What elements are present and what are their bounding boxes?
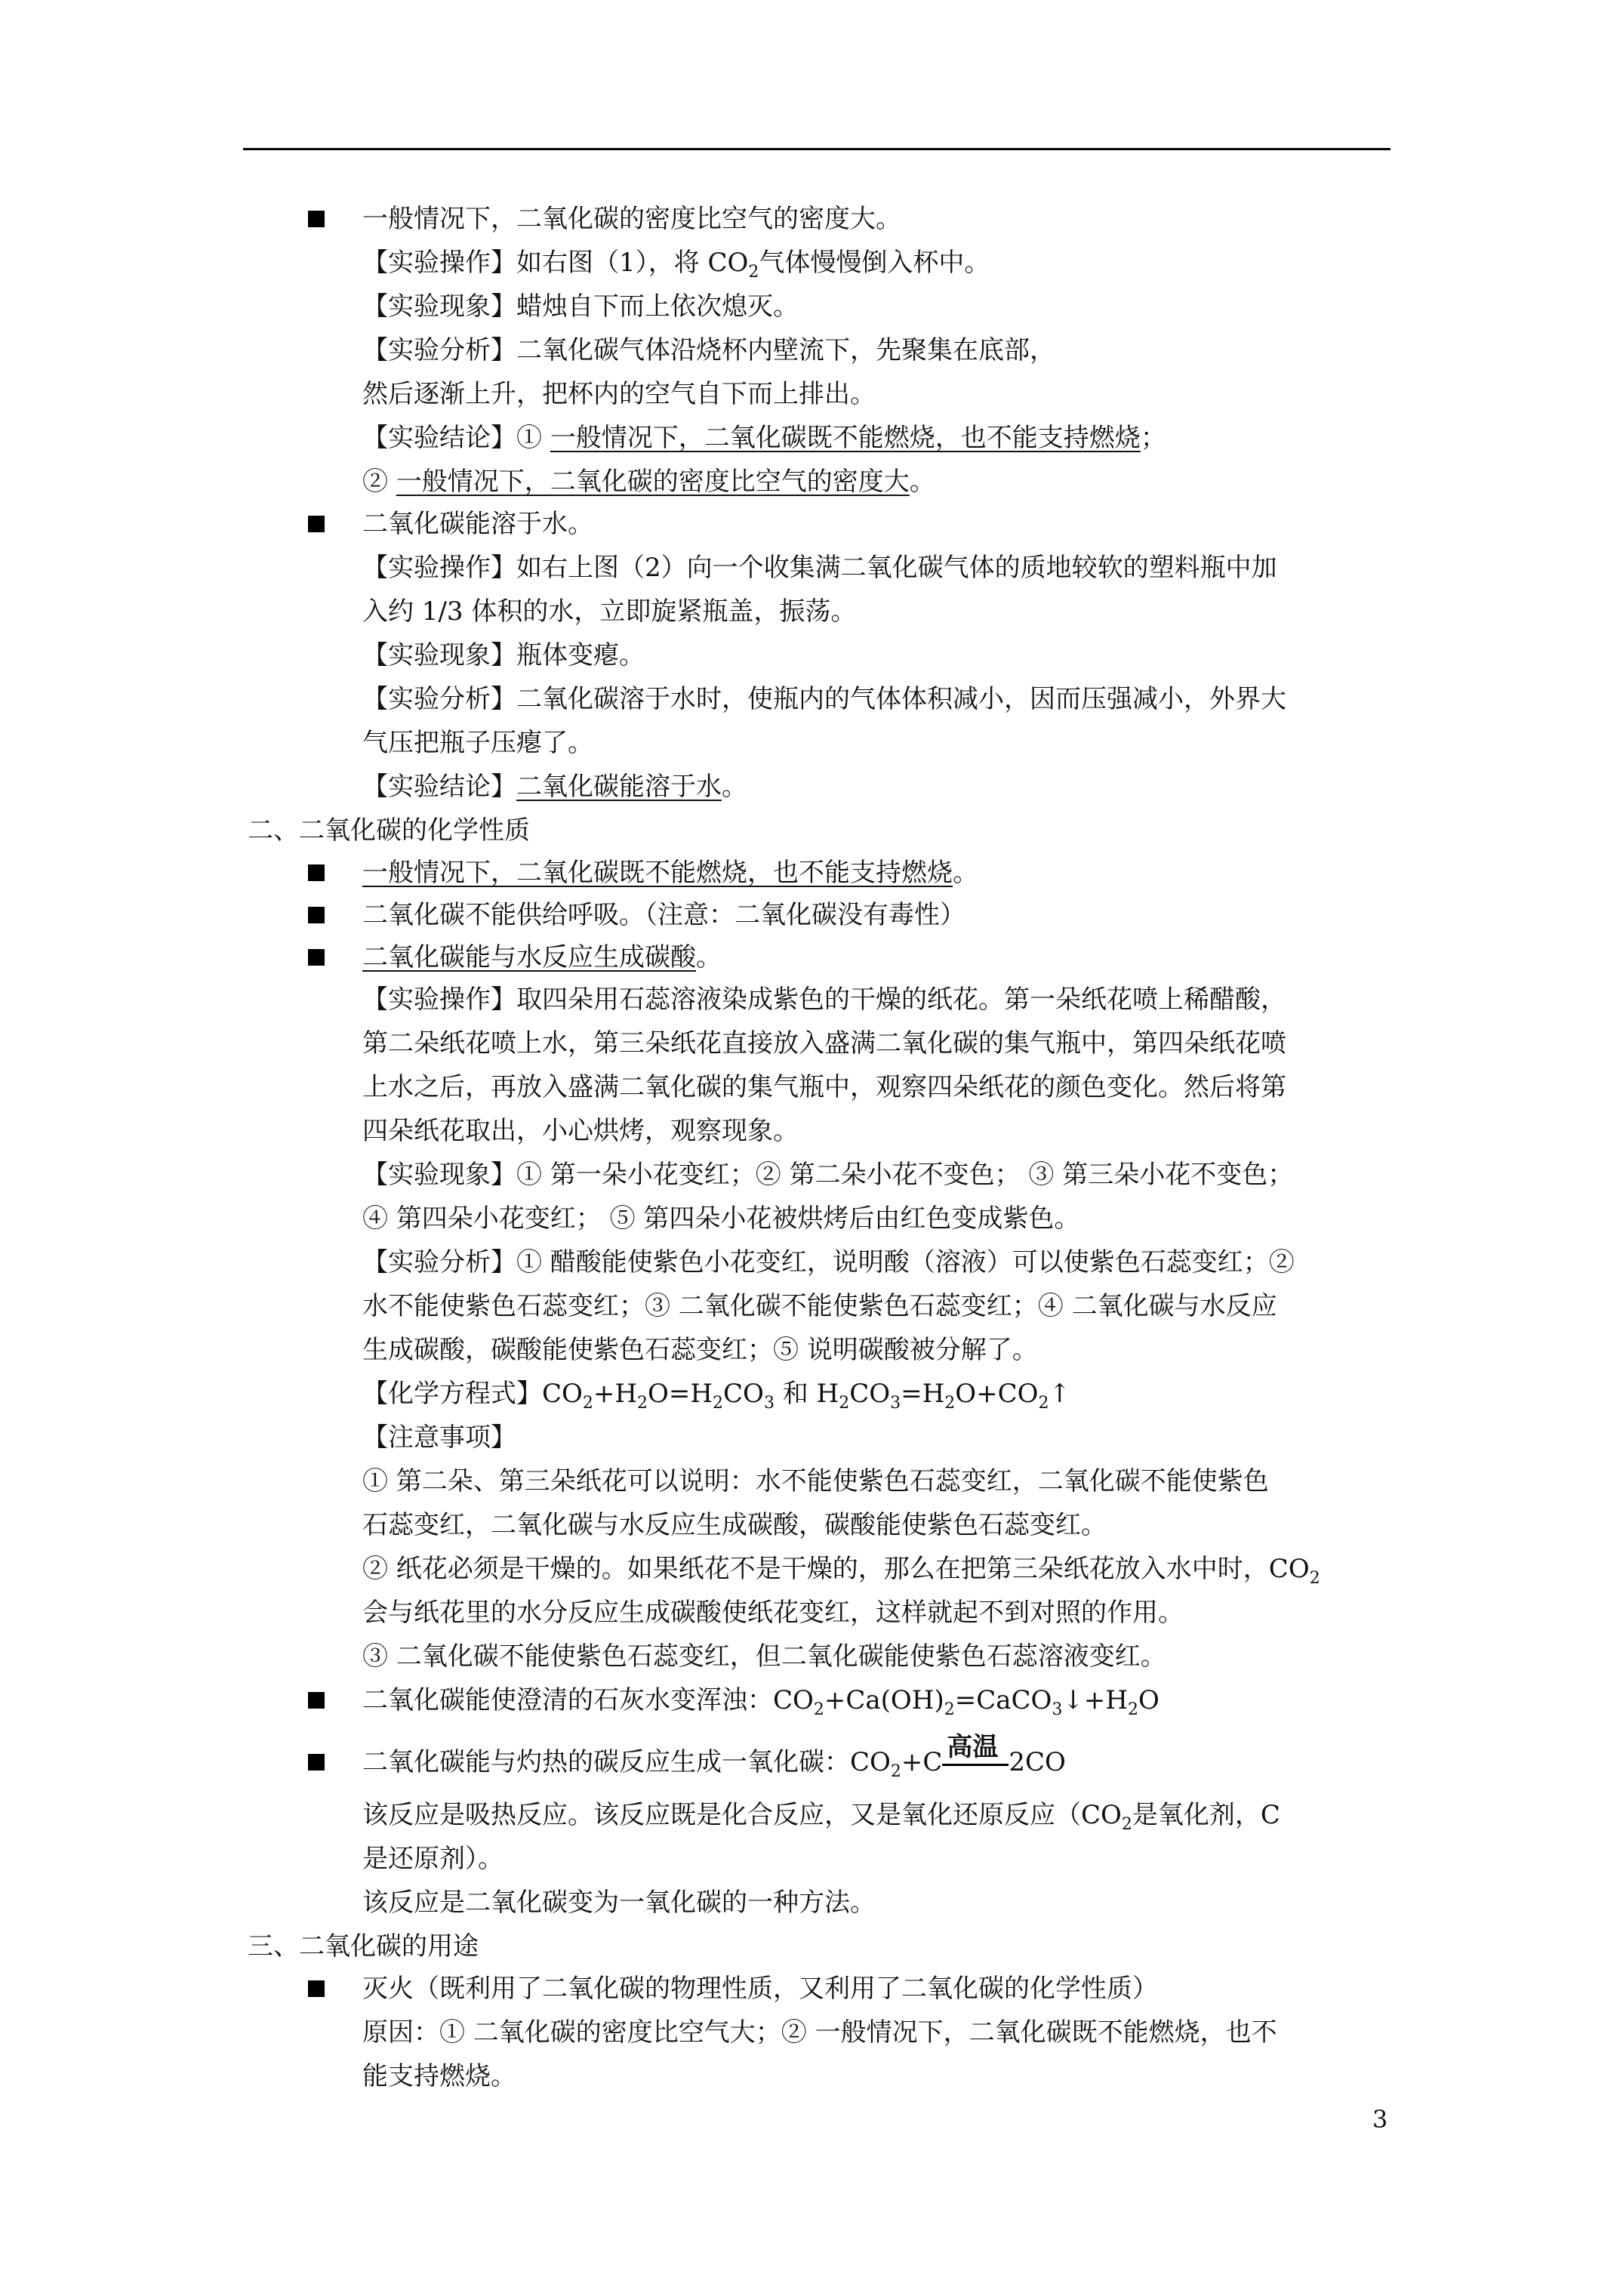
analysis-line-3a: 【实验分析】① 醋酸能使紫色小花变红，说明酸（溶液）可以使紫色石蕊变红；② — [362, 1247, 1295, 1277]
analysis-line-1a: 【实验分析】二氧化碳气体沿烧杯内壁流下，先聚集在底部， — [362, 335, 1055, 365]
equation-line: 【化学方程式】$CO_2+H_2O=H_2CO_3$ 和 $H_2CO_3=H_2O+CO_2↑$ — [362, 1379, 1071, 1413]
phenomenon-line-1: 【实验现象】蜡烛自下而上依次熄灭。 — [362, 291, 799, 322]
operation-line-2a: 【实验操作】如右上图（2）向一个收集满二氧化碳气体的质地较软的塑料瓶中加 — [362, 553, 1277, 583]
page-number: 3 — [1372, 2105, 1388, 2134]
conclusion-line-1: 【实验结论】① 一般情况下，二氧化碳既不能燃烧，也不能支持燃烧； — [362, 423, 1166, 453]
note-2a: ② 纸花必须是干燥的。如果纸花不是干燥的，那么在把第三朵纸花放入水中时，$CO_2$ — [362, 1554, 1320, 1588]
analysis-line-2b: 气压把瓶子压瘪了。 — [362, 728, 593, 758]
analysis-line-1b: 然后逐渐上升，把杯内的空气自下而上排出。 — [362, 379, 876, 409]
note-1b: 石蕊变红，二氧化碳与水反应生成碳酸，碳酸能使紫色石蕊变红。 — [362, 1510, 1107, 1540]
operation-line-3a: 【实验操作】取四朵用石蕊溶液染成紫色的干燥的纸花。第一朵纸花喷上稀醋酸， — [362, 985, 1286, 1015]
conclusion-line-3: 【实验结论】二氧化碳能溶于水。 — [362, 772, 747, 802]
analysis-line-3c: 生成碳酸，碳酸能使紫色石蕊变红；⑤ 说明碳酸被分解了。 — [362, 1335, 1038, 1365]
bullet-hot-carbon: 二氧化碳能与灼热的碳反应生成一氧化碳：$CO_2+C$ 高温 2CO — [362, 1732, 1066, 1781]
reaction-condition: 高温 — [942, 1744, 1009, 1780]
bullet-fire-extinguish: 灭火（既利用了二氧化碳的物理性质，又利用了二氧化碳的化学性质） — [362, 1974, 1158, 2004]
section-heading-uses: 三、二氧化碳的用途 — [248, 1931, 479, 1962]
reaction-note-2: 是还原剂）。 — [362, 1844, 504, 1874]
note-1a: ① 第二朵、第三朵纸花可以说明：水不能使紫色石蕊变红，二氧化碳不能使紫色 — [362, 1466, 1269, 1496]
operation-line-3b: 第二朵纸花喷上水，第三朵纸花直接放入盛满二氧化碳的集气瓶中，第四朵纸花喷 — [362, 1028, 1286, 1059]
analysis-line-2a: 【实验分析】二氧化碳溶于水时，使瓶内的气体体积减小，因而压强减小，外界大 — [362, 684, 1286, 714]
operation-line-3d: 四朵纸花取出，小心烘烤，观察现象。 — [362, 1116, 799, 1146]
operation-line-2b: 入约 1/3 体积的水，立即旋紧瓶盖，振荡。 — [362, 596, 857, 627]
bullet-limewater: 二氧化碳能使澄清的石灰水变浑浊：$CO_2+Ca(OH)_2=CaCO_3↓+H_2O$ — [362, 1685, 1160, 1719]
section-heading-chemical: 二、二氧化碳的化学性质 — [248, 815, 530, 846]
header-rule — [243, 148, 1390, 150]
bullet-combustion: 一般情况下，二氧化碳既不能燃烧，也不能支持燃烧。 — [362, 858, 978, 888]
bullet-carbonic-acid: 二氧化碳能与水反应生成碳酸。 — [362, 942, 722, 972]
phenomenon-line-2: 【实验现象】瓶体变瘪。 — [362, 640, 645, 670]
note-2b: 会与纸花里的水分反应生成碳酸使纸花变红，这样就起不到对照的作用。 — [362, 1598, 1184, 1628]
operation-line-3c: 上水之后，再放入盛满二氧化碳的集气瓶中，观察四朵纸花的颜色变化。然后将第 — [362, 1072, 1286, 1102]
operation-line-1: 【实验操作】如右图（1），将 $CO_2$气体慢慢倒入杯中。 — [362, 248, 990, 282]
bullet-square — [308, 516, 325, 532]
bullet-square — [308, 864, 325, 881]
bullet-square — [308, 1754, 325, 1771]
notes-heading: 【注意事项】 — [362, 1422, 516, 1453]
bullet-solubility: 二氧化碳能溶于水。 — [362, 509, 593, 539]
bullet-density: 一般情况下，二氧化碳的密度比空气的密度大。 — [362, 204, 901, 234]
reaction-note-1: 该反应是吸热反应。该反应既是化合反应，又是氧化还原反应（$CO_2$是氧化剂，C — [362, 1800, 1280, 1834]
bullet-square — [308, 907, 325, 923]
bullet-respiration: 二氧化碳不能供给呼吸。（注意：二氧化碳没有毒性） — [362, 900, 965, 930]
bullet-square — [308, 1692, 325, 1709]
bullet-square — [308, 949, 325, 966]
bullet-square — [308, 1980, 325, 1997]
bullet-square — [308, 211, 325, 227]
phenomenon-line-3a: 【实验现象】① 第一朵小花变红；② 第二朵小花不变色； ③ 第三朵小花不变色； — [362, 1160, 1294, 1190]
reaction-note-3: 该反应是二氧化碳变为一氧化碳的一种方法。 — [362, 1888, 876, 1918]
phenomenon-line-3b: ④ 第四朵小花变红； ⑤ 第四朵小花被烘烤后由红色变成紫色。 — [362, 1203, 1080, 1234]
reason-line-a: 原因：① 二氧化碳的密度比空气大；② 一般情况下，二氧化碳既不能燃烧，也不 — [362, 2017, 1277, 2048]
reason-line-b: 能支持燃烧。 — [362, 2061, 516, 2091]
conclusion-line-2: ② 一般情况下，二氧化碳的密度比空气的密度大。 — [362, 467, 935, 497]
analysis-line-3b: 水不能使紫色石蕊变红；③ 二氧化碳不能使紫色石蕊变红；④ 二氧化碳与水反应 — [362, 1291, 1277, 1321]
note-3: ③ 二氧化碳不能使紫色石蕊变红，但二氧化碳能使紫色石蕊溶液变红。 — [362, 1641, 1166, 1672]
